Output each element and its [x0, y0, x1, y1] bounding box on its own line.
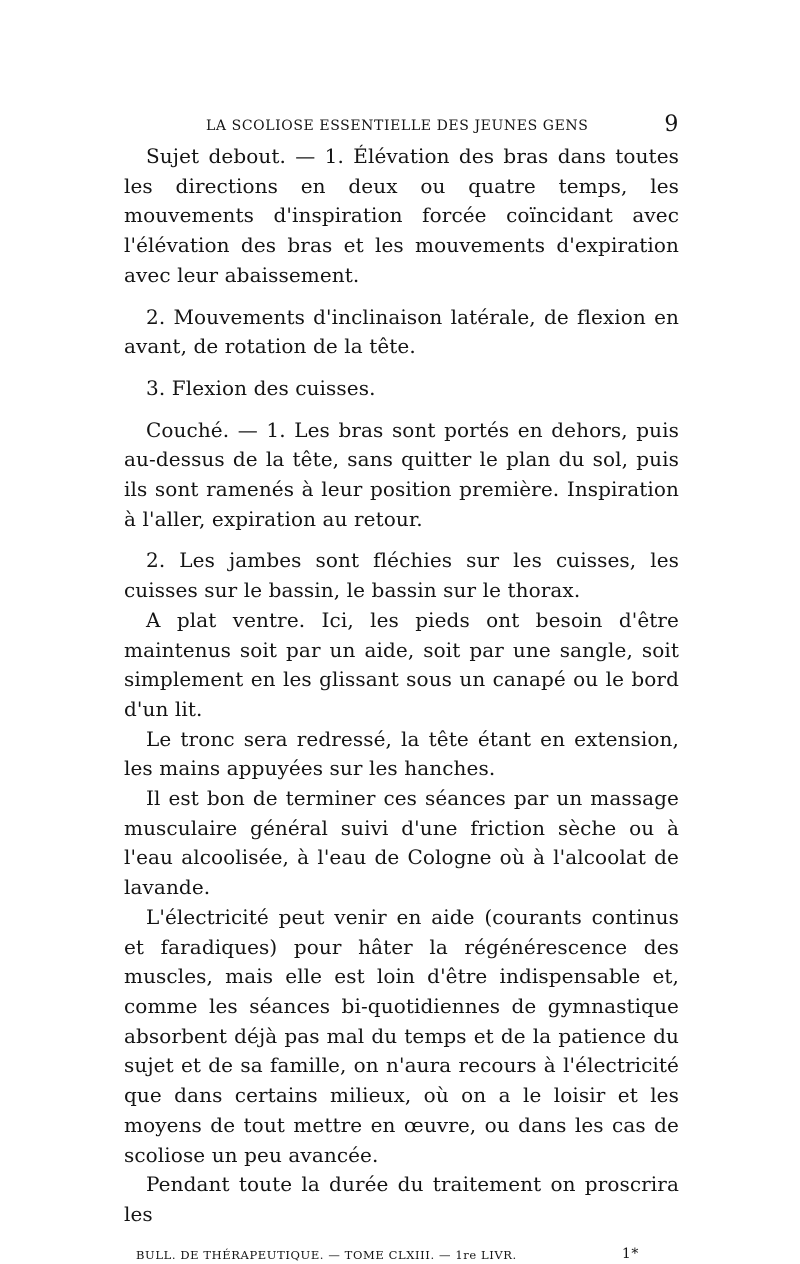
page-header [124, 100, 679, 142]
page-number: 9 [664, 112, 679, 137]
paragraph: Pendant toute la durée du traitement on proscrira les [124, 1172, 679, 1226]
paragraph: Couché. — 1. Les bras sont portés en dehors, puis au-dessus de la tête, sans quitter le plan du sol, puis ils sont ramenés à leur position première. Inspiration à l'aller, expiration au retour. [124, 417, 679, 531]
paragraph: A plat ventre. Ici, les pieds ont besoin d'être maintenus soit par un aide, soit par une sangle, soit simplement en les glissant sous un canapé ou le bord d'un lit. [124, 607, 679, 721]
running-title: LA SCOLIOSE ESSENTIELLE DES JEUNES GENS [206, 118, 589, 134]
paragraph: 2. Mouvements d'inclinaison latérale, de flexion en avant, de rotation de la tête. [124, 304, 679, 359]
paragraph: 3. Flexion des cuisses. [146, 375, 376, 400]
page [124, 100, 679, 1264]
paragraph: Sujet debout. — 1. Élévation des bras dans toutes les directions en deux ou quatre temps, les mouvements d'inspiration forcée coïncidant avec l'élévation des bras et les mouvements d'expiration avec leur abaissement. [124, 144, 679, 287]
paragraph: Il est bon de terminer ces séances par un massage musculaire général suivi d'une friction sèche ou à l'eau alcoolisée, à l'eau de Cologne où à l'alcoolat de lavande. [124, 786, 679, 900]
body-text [124, 142, 679, 1230]
page-footer [124, 1244, 679, 1264]
paragraph: Le tronc sera redressé, la tête étant en extension, les mains appuyées sur les hanches. [124, 726, 679, 781]
signature-mark: 1* [621, 1245, 639, 1262]
paragraph: 2. Les jambes sont fléchies sur les cuisses, les cuisses sur le bassin, le bassin sur le thorax. [124, 548, 679, 603]
paragraph: L'électricité peut venir en aide (courants continus et faradiques) pour hâter la régénérescence des muscles, mais elle est loin d'être indispensable et, comme les séances bi-quotidiennes de gymnastique absorbent déjà pas mal du temps et de la patience du sujet et de sa famille, on n'aura recours à l'électricité que dans certains milieux, où on a le loisir et les moyens de tout mettre en œuvre, ou dans les cas de scoliose un peu avancée. [124, 904, 679, 1167]
footer-citation: BULL. DE THÉRAPEUTIQUE. — TOME CLXIII. — 1re LIVR. [136, 1247, 517, 1262]
